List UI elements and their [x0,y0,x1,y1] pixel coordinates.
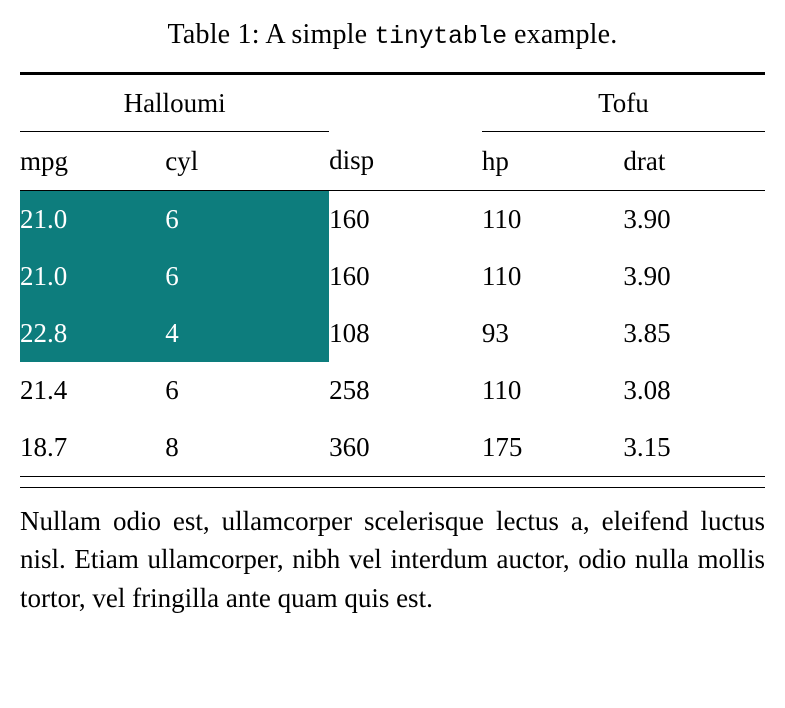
cell-mpg: 21.0 [20,248,165,305]
table-row [20,248,765,305]
cell-mpg: 21.4 [20,375,68,405]
cell-disp: 360 [329,432,370,462]
table-bottom-rule [20,477,765,488]
cell-disp: 258 [329,375,370,405]
column-header-hp: hp [481,145,509,176]
table-row [20,419,765,477]
cell-disp: 160 [329,261,370,291]
cell-cyl: 6 [165,191,329,249]
cell-mpg: 21.0 [20,191,165,249]
column-header-row [20,132,765,191]
cell-disp: 108 [329,318,370,348]
cell-drat: 3.08 [623,375,671,405]
caption-suffix: example. [506,19,618,50]
cell-cyl: 8 [165,432,179,462]
cell-cyl: 6 [165,375,179,405]
cell-hp: 110 [481,375,522,405]
group-header-row [20,74,765,132]
column-header-mpg: mpg [20,145,69,176]
cell-drat: 3.90 [623,191,765,249]
table-row [20,305,765,362]
caption-prefix: Table 1: A simple [167,19,375,50]
caption-code: tinytable [374,22,507,51]
table-container [20,72,765,617]
table-row [20,362,765,419]
table-notes: Nullam odio est, ullamcorper scelerisque lectus a, eleifend luctus nisl. Etiam ullamcorper, nibh vel interdum auctor, odio nulla mollis tortor, vel fringilla ante quam quis est. [20,506,765,613]
table-caption [0,0,785,72]
cell-drat: 3.90 [623,261,671,291]
group-header-tofu: Tofu [482,74,765,132]
group-header-halloumi: Halloumi [20,74,329,132]
cell-hp: 175 [481,432,523,462]
cell-hp: 110 [482,191,624,249]
cell-mpg: 18.7 [20,432,68,462]
column-header-disp: disp [329,145,375,176]
cell-cyl: 4 [165,305,329,362]
cell-drat: 3.85 [623,318,671,348]
cell-mpg: 22.8 [20,305,165,362]
column-header-cyl: cyl [165,145,199,176]
cell-disp: 160 [329,191,482,249]
column-header-drat: drat [623,145,666,176]
data-table [20,72,765,487]
table-row [20,191,765,249]
cell-hp: 110 [481,261,522,291]
cell-cyl: 6 [165,248,329,305]
cell-drat: 3.15 [623,432,671,462]
bottom-rule-cell [20,477,765,488]
group-header-spacer [329,74,482,132]
cell-hp: 93 [481,318,509,348]
